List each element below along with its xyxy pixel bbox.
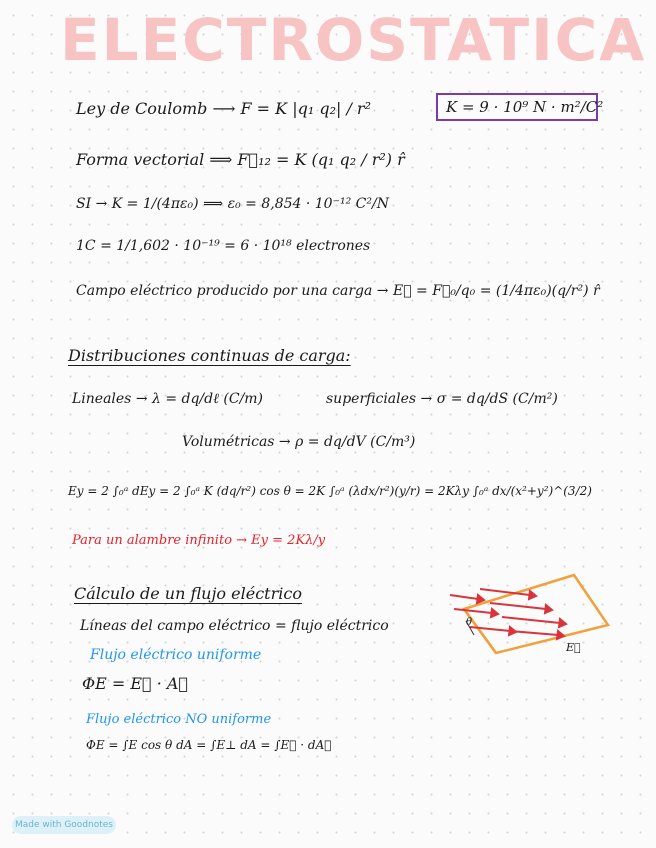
uniform-flux-label: Flujo eléctrico uniforme — [90, 647, 262, 663]
k-constant: K = 9 · 10⁹ N · m²/C² — [446, 98, 604, 116]
ey-integral: Ey = 2 ∫₀ᵃ dEy = 2 ∫₀ᵃ K (dq/r²) cos θ = 2K ∫₀ᵃ (λdx/r²)(y/r) = 2Kλy ∫₀ᵃ dx/(x²+y²)^(3/2) — [68, 484, 592, 498]
infinite-wire: Para un alambre infinito → Ey = 2Kλ/y — [72, 533, 326, 548]
angle-label: θ — [466, 617, 473, 628]
field-lines: Líneas del campo eléctrico = flujo eléctrico — [80, 618, 389, 634]
flux-diagram — [440, 565, 610, 665]
coulomb-unit: 1C = 1/1,602 · 10⁻¹⁹ = 6 · 10¹⁸ electrones — [76, 238, 371, 254]
nonuniform-flux-label: Flujo eléctrico NO uniforme — [86, 712, 272, 727]
flux-heading: Cálculo de un flujo eléctrico — [74, 584, 302, 603]
volume-density: Volumétricas → ρ = dq/dV (C/m³) — [182, 434, 416, 450]
field-label: E⃗ — [566, 641, 581, 654]
continuous-distributions-heading: Distribuciones continuas de carga: — [68, 346, 351, 365]
linear-density: Lineales → λ = dq/dℓ (C/m) — [72, 391, 264, 407]
nonuniform-flux-formula: ΦE = ∫E cos θ dA = ∫E⊥ dA = ∫E⃗ · dA⃗ — [86, 738, 332, 752]
k-constant-box — [436, 93, 604, 121]
uniform-flux-formula: ΦE = E⃗ · A⃗ — [82, 674, 189, 693]
surface-density: superficiales → σ = dq/dS (C/m²) — [326, 391, 558, 407]
electric-field: Campo eléctrico producido por una carga → E⃗ = F⃗₀/q₀ = (1/4πε₀)(q/r²) r̂ — [76, 283, 600, 299]
page-title: ELECTROSTATICA — [60, 6, 647, 74]
coulomb-law: Ley de Coulomb ⟶ F = K |q₁ q₂| / r² — [76, 99, 371, 118]
goodnotes-badge: Made with Goodnotes — [12, 816, 116, 834]
vector-form: Forma vectorial ⟹ F⃗₁₂ = K (q₁ q₂ / r²) r̂ — [76, 150, 405, 169]
surface-plane — [464, 575, 608, 653]
si-constant: SI → K = 1/(4πε₀) ⟹ ε₀ = 8,854 · 10⁻¹² C²/N — [76, 196, 389, 212]
